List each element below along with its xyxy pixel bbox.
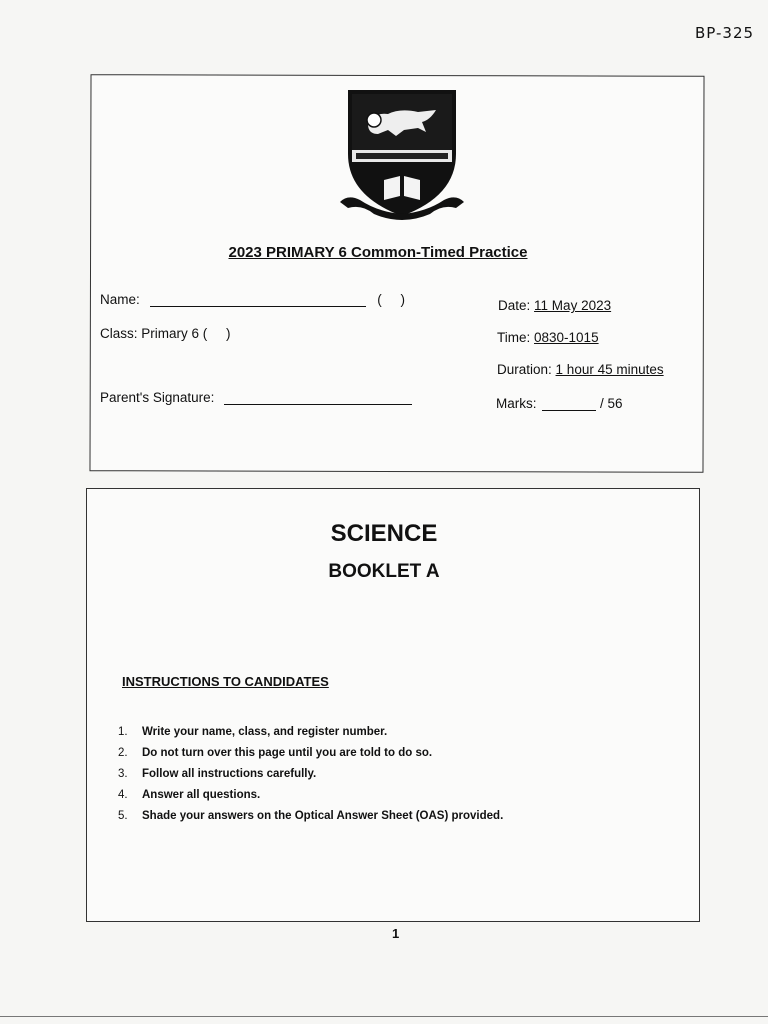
instruction-item: 2. Do not turn over this page until you are told to do so. bbox=[118, 747, 433, 759]
instruction-item: 5. Shade your answers on the Optical Answer Sheet (OAS) provided. bbox=[118, 810, 504, 822]
booklet-title: BOOKLET A bbox=[328, 561, 440, 582]
class-label: Class: Primary 6 ( ) bbox=[100, 326, 231, 341]
duration-label: Duration: bbox=[497, 362, 552, 377]
subject-title: SCIENCE bbox=[330, 520, 438, 547]
instruction-item: 4. Answer all questions. bbox=[118, 789, 261, 801]
date-field bbox=[498, 298, 611, 313]
register-number-paren: ( ) bbox=[377, 292, 406, 307]
duration-field bbox=[497, 362, 664, 377]
name-label: Name: bbox=[100, 292, 140, 307]
practice-title: 2023 PRIMARY 6 Common-Timed Practice bbox=[228, 244, 528, 261]
document-code: BP-325 bbox=[695, 24, 755, 42]
booklet-box bbox=[86, 488, 700, 922]
instruction-item: 3. Follow all instructions carefully. bbox=[118, 768, 317, 780]
page-number: 1 bbox=[392, 926, 400, 941]
instruction-item: 1. Write your name, class, and register number. bbox=[118, 726, 388, 738]
school-crest-icon bbox=[338, 84, 466, 226]
date-value: 11 May 2023 bbox=[534, 298, 612, 313]
name-field bbox=[100, 292, 405, 307]
parent-signature-field bbox=[100, 390, 412, 405]
instructions-list bbox=[118, 724, 503, 829]
parent-signature-line bbox=[224, 403, 412, 405]
parent-signature-label: Parent's Signature: bbox=[100, 390, 215, 405]
time-value: 0830-1015 bbox=[534, 330, 599, 345]
marks-field bbox=[496, 396, 623, 411]
duration-value: 1 hour 45 minutes bbox=[555, 362, 664, 377]
time-label: Time: bbox=[497, 330, 531, 345]
name-line bbox=[150, 305, 366, 307]
instructions-heading: INSTRUCTIONS TO CANDIDATES bbox=[122, 674, 329, 689]
page-divider bbox=[0, 1016, 768, 1017]
marks-total: / 56 bbox=[600, 396, 623, 411]
marks-label: Marks: bbox=[496, 396, 537, 411]
time-field bbox=[497, 330, 599, 345]
marks-line bbox=[542, 409, 596, 411]
date-label: Date: bbox=[498, 298, 531, 313]
